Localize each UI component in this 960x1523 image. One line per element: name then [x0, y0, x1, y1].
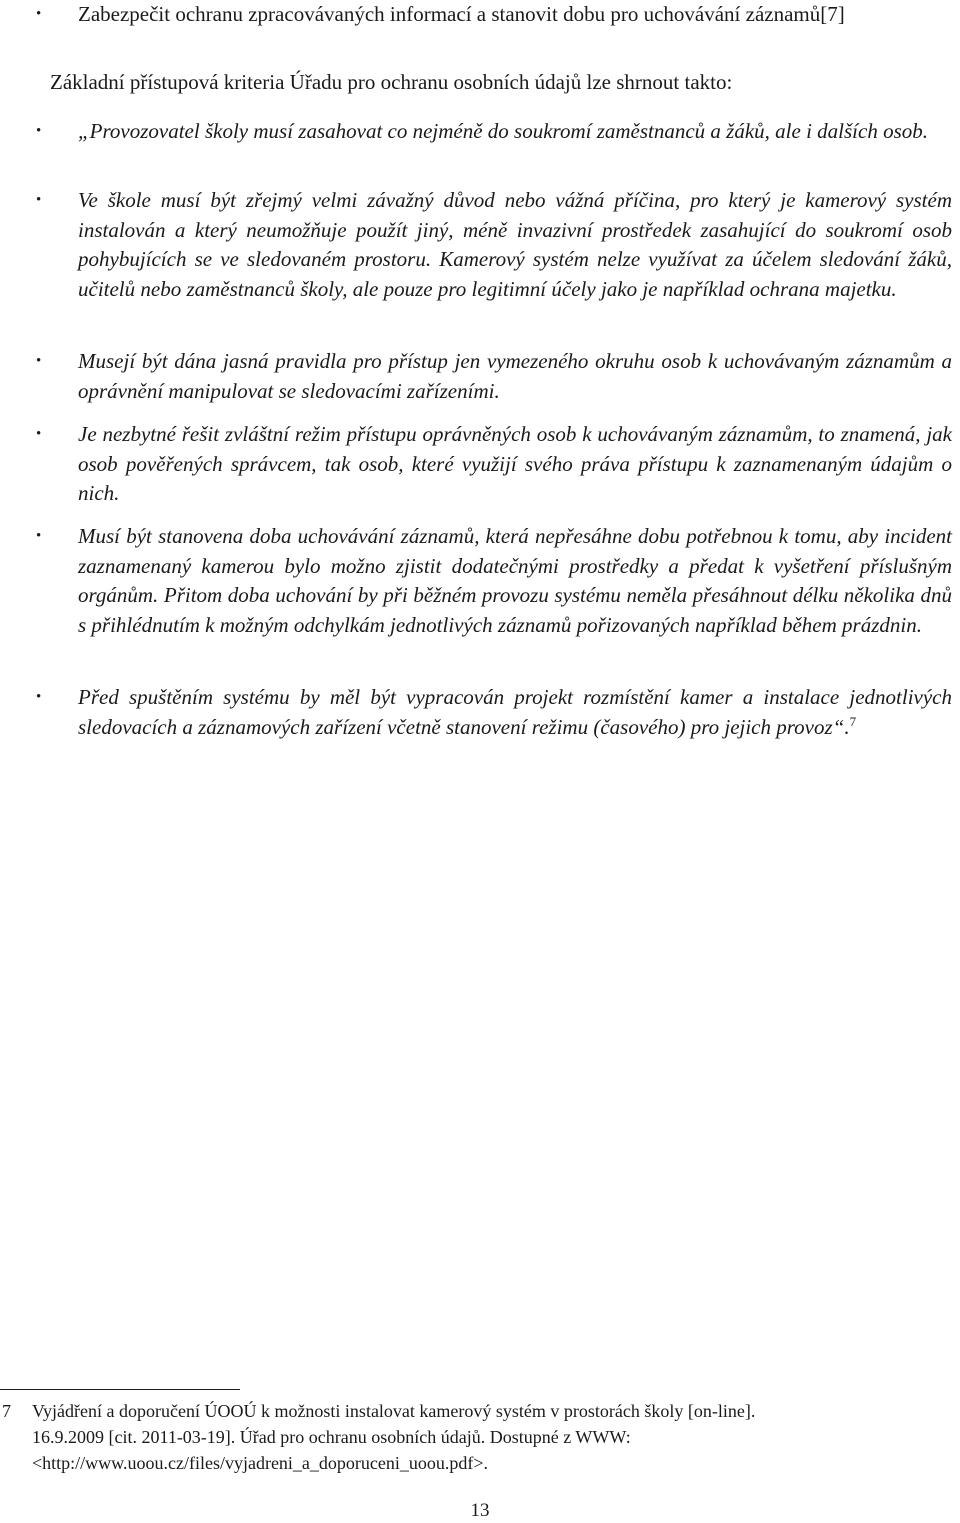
footnote-number: 7 [2, 1401, 11, 1421]
footnote-line: 16.9.2009 [cit. 2011-03-19]. Úřad pro ochranu osobních údajů. Dostupné z WWW: [32, 1427, 631, 1447]
list-item-text: Musí být stanovena doba uchovávání záznamů, která nepřesáhne dobu potřebnou k tomu, aby incident zaznamenaný kamerou bylo možno zjistit dodatečnými prostředky a předat k vyšetření příslušným orgánům. Přitom doba uchování by při běžném provozu systému neměla přesáhnout délku několika dnů s přihlédnutím k možným odchylkám jednotlivých záznamů pořizovaných například během prázdnin. [78, 524, 952, 637]
page-number: 13 [470, 1500, 490, 1521]
bullet-marker: • [36, 528, 42, 544]
bullet-marker: • [36, 6, 42, 22]
bullet-marker: • [36, 123, 42, 139]
footnote-reference[interactable]: 7 [849, 713, 857, 729]
list-item-text: Zabezpečit ochranu zpracovávaných informací a stanovit dobu pro uchovávání záznamů[7] [78, 2, 845, 26]
list-item-text [78, 683, 952, 742]
footnote-text [32, 1398, 920, 1476]
intro-text: Základní přístupová kriteria Úřadu pro ochranu osobních údajů lze shrnout takto: [50, 70, 733, 94]
list-item-text: Musejí být dána jasná pravidla pro přístup jen vymezeného okruhu osob k uchovávaným záznamům a oprávnění manipulovat se sledovacími zařízeními. [78, 349, 952, 403]
footnote-separator [0, 1389, 240, 1390]
list-item-text: Ve škole musí být zřejmý velmi závažný důvod nebo vážná příčina, pro který je kamerový systém instalován a který neumožňuje použít jiný, méně invazivní prostředek zasahující do soukromí osob pohybujících se ve sledovaném prostoru. Kamerový systém nelze využívat za účelem sledování žáků, učitelů nebo zaměstnanců školy, ale pouze pro legitimní účely jako je například ochrana majetku. [78, 188, 952, 301]
footnote-line: Vyjádření a doporučení ÚOOÚ k možnosti instalovat kamerový systém v prostorách školy [on-line]. [32, 1401, 756, 1421]
bullet-marker: • [36, 426, 42, 442]
bullet-marker: • [36, 192, 42, 208]
bullet-marker: • [36, 353, 42, 369]
list-item-text: Je nezbytné řešit zvláštní režim přístupu oprávněných osob k uchovávaným záznamům, to znamená, jak osob pověřených správcem, tak osob, které využijí svého práva přístupu k zaznamenaným údajům o nich. [78, 422, 952, 505]
list-item-text-body: Před spuštěním systému by měl být vypracován projekt rozmístění kamer a instalace jednotlivých sledovacích a záznamových zařízení včetně stanovení režimu (časového) pro jejich provoz“. [78, 685, 952, 739]
footnote-url[interactable]: <http://www.uoou.cz/files/vyjadreni_a_doporuceni_uoou.pdf>. [32, 1453, 489, 1473]
bullet-marker: • [36, 689, 42, 705]
list-item-text: „Provozovatel školy musí zasahovat co nejméně do soukromí zaměstnanců a žáků, ale i dalších osob. [78, 119, 928, 143]
